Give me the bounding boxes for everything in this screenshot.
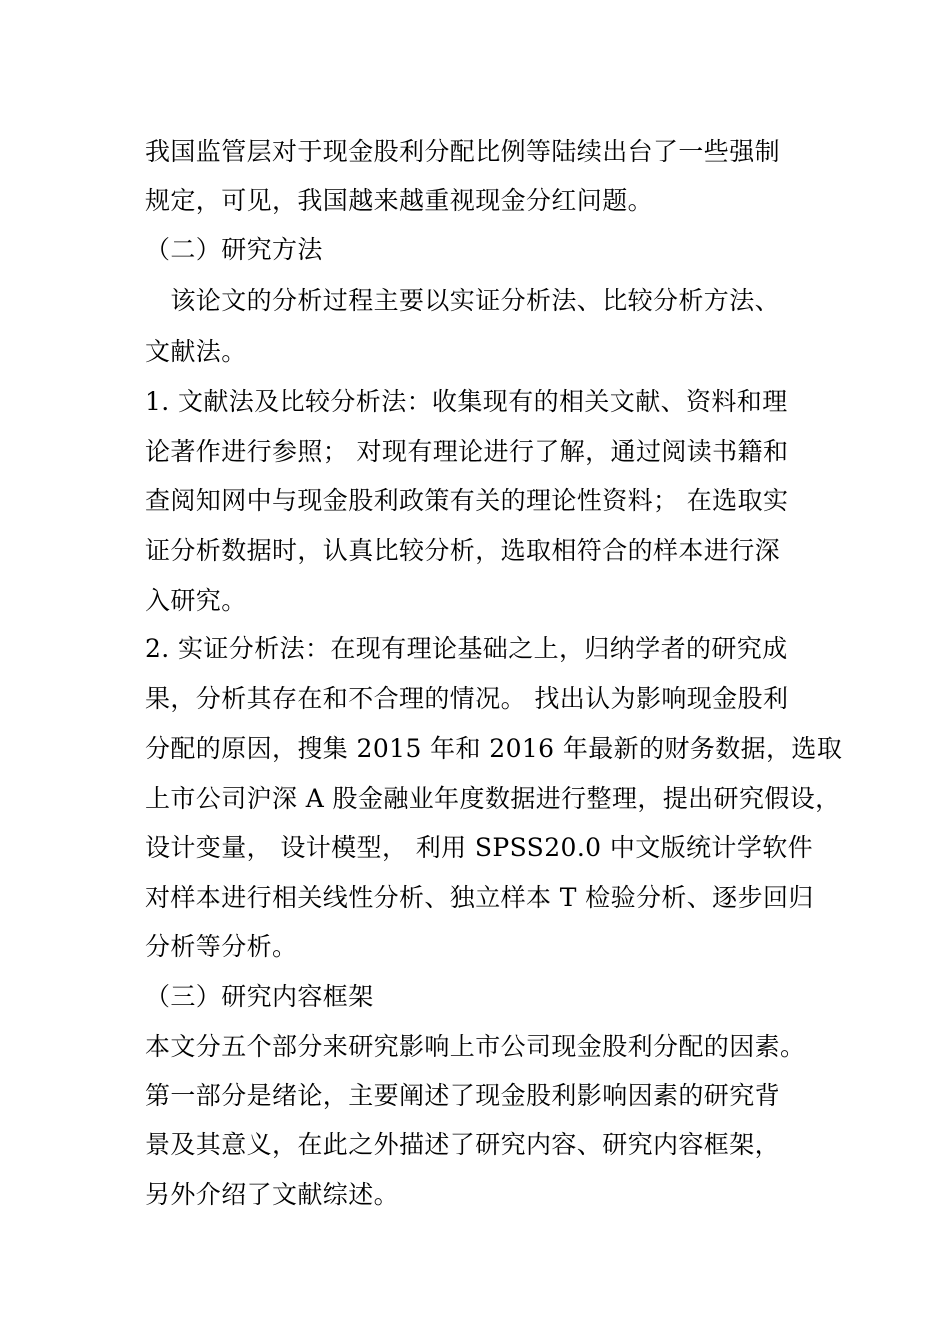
text-line: 我国监管层对于现金股利分配比例等陆续出台了一些强制 [145,137,781,166]
text-line: 入研究。 [145,586,247,615]
text-line: 2. 实证分析法：在现有理论基础之上，归纳学者的研究成 [145,634,788,663]
text-line: 果，分析其存在和不合理的情况。 找出认为影响现金股利 [145,684,789,713]
text-line: 本文分五个部分来研究影响上市公司现金股利分配的因素。 [145,1032,806,1061]
text-line: 分析等分析。 [145,932,298,961]
text-line: 查阅知网中与现金股利政策有关的理论性资料； 在选取实 [145,486,789,515]
text-line: 设计变量， 设计模型， 利用 SPSS20.0 中文版统计学软件 [145,833,814,862]
text-line: 文献法。 [145,337,247,366]
text-line: 上市公司沪深 A 股金融业年度数据进行整理，提出研究假设， [145,784,841,813]
text-line: 对样本进行相关线性分析、独立样本 T 检验分析、逐步回归 [145,883,814,912]
text-line: 该论文的分析过程主要以实证分析法、比较分析方法、 [145,286,781,315]
text-line: 景及其意义，在此之外描述了研究内容、研究内容框架， [145,1130,781,1159]
text-line: 证分析数据时，认真比较分析，选取相符合的样本进行深 [145,536,781,565]
text-line: 规定，可见，我国越来越重视现金分红问题。 [145,186,654,215]
section-heading: （二）研究方法 [145,235,323,264]
text-line: 论著作进行参照； 对现有理论进行了解，通过阅读书籍和 [145,437,789,466]
text-line: 分配的原因，搜集 2015 年和 2016 年最新的财务数据，选取 [145,734,843,763]
text-line: 另外介绍了文献综述。 [145,1180,400,1209]
section-heading: （三）研究内容框架 [145,982,374,1011]
text-line: 1. 文献法及比较分析法：收集现有的相关文献、资料和理 [145,387,788,416]
text-line: 第一部分是绪论，主要阐述了现金股利影响因素的研究背 [145,1081,781,1110]
